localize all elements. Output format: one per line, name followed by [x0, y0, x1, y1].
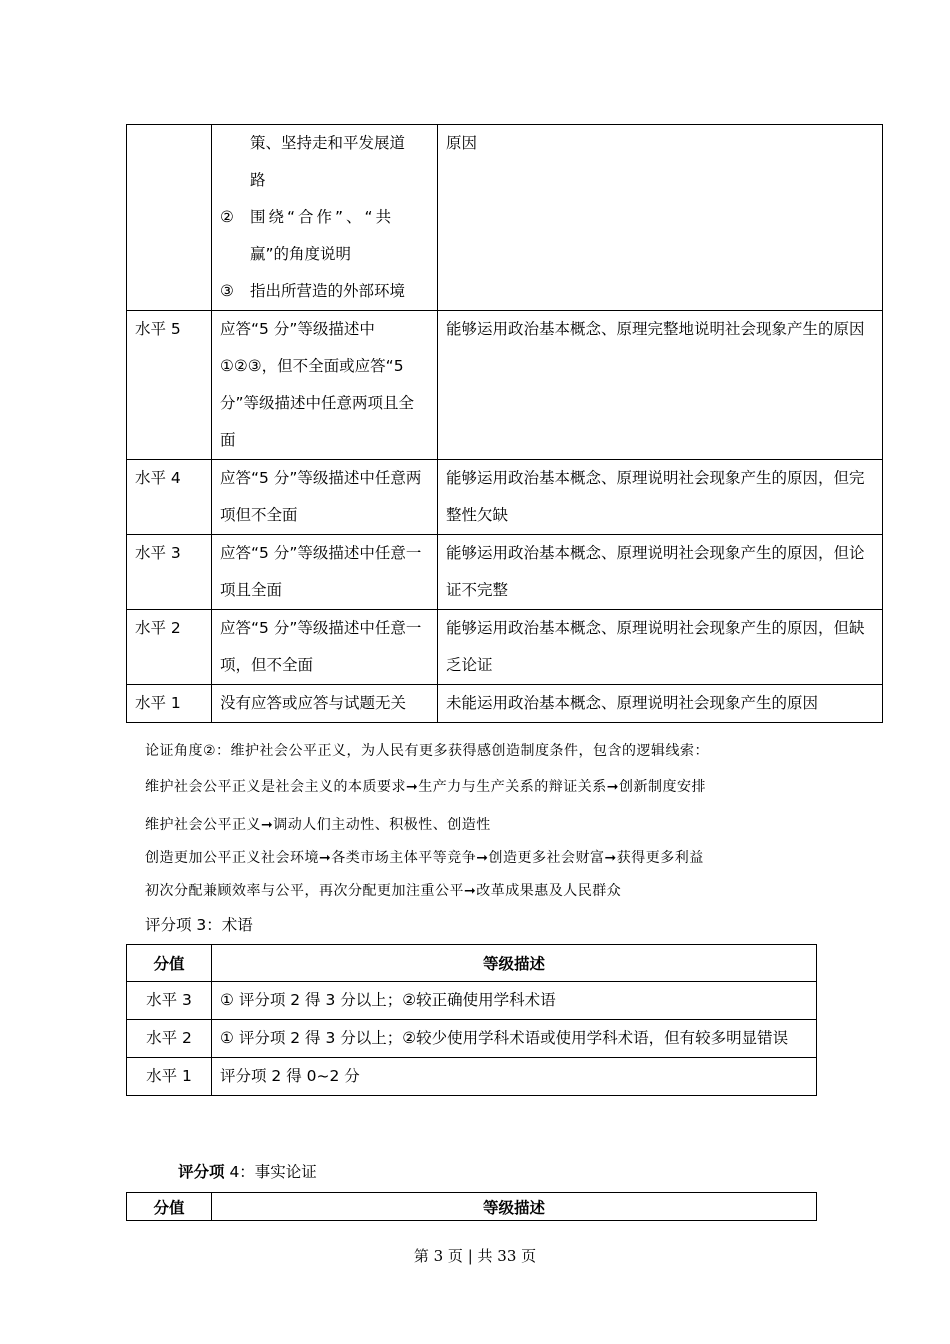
level-cell: 水平 3 [127, 982, 212, 1020]
table-row [127, 460, 883, 535]
level-cell: 水平 3 [127, 535, 212, 610]
table-row [127, 610, 883, 685]
criteria-cell: 应答“5 分”等级描述中任意一项且全面 [212, 535, 438, 610]
criteria-cell: 应答“5 分”等级描述中任意两项但不全面 [212, 460, 438, 535]
description-cell: 能够运用政治基本概念、原理说明社会现象产生的原因，但缺乏论证 [438, 610, 883, 685]
rubric-table-3 [126, 944, 817, 1096]
list-item-text: 围绕“合作”、“共 [250, 208, 395, 226]
level-cell: 水平 2 [127, 610, 212, 685]
column-header: 等级描述 [212, 1193, 817, 1221]
list-item [220, 273, 429, 310]
column-header: 分值 [127, 945, 212, 982]
criteria-cell [212, 125, 438, 311]
table-row [127, 685, 883, 723]
list-item-text: 赢”的角度说明 [250, 245, 352, 263]
list-item-text: 路 [250, 171, 266, 189]
description-cell: 能够运用政治基本概念、原理完整地说明社会现象产生的原因 [438, 311, 883, 460]
argument-line: 初次分配兼顾效率与公平，再次分配更加注重公平➞改革成果惠及人民群众 [145, 883, 622, 899]
table-row [127, 1058, 817, 1096]
description-cell: 原因 [438, 125, 883, 311]
argument-line: 维护社会公平正义➞调动人们主动性、积极性、创造性 [145, 817, 491, 833]
description-cell: ① 评分项 2 得 3 分以上；②较少使用学科术语或使用学科术语，但有较多明显错误 [212, 1020, 817, 1058]
description-cell: 能够运用政治基本概念、原理说明社会现象产生的原因，但论证不完整 [438, 535, 883, 610]
column-header: 等级描述 [212, 945, 817, 982]
description-cell: 评分项 2 得 0~2 分 [212, 1058, 817, 1096]
argument-line: 创造更加公平正义社会环境➞各类市场主体平等竞争➞创造更多社会财富➞获得更多利益 [145, 850, 704, 866]
level-cell: 水平 2 [127, 1020, 212, 1058]
description-cell: ① 评分项 2 得 3 分以上；②较正确使用学科术语 [212, 982, 817, 1020]
list-item-text: 策、坚持走和平发展道 [250, 134, 406, 152]
level-cell: 水平 4 [127, 460, 212, 535]
argument-line: 维护社会公平正义是社会主义的本质要求➞生产力与生产关系的辩证关系➞创新制度安排 [145, 779, 706, 795]
level-cell [127, 125, 212, 311]
rubric-table-4 [126, 1192, 817, 1221]
column-header: 分值 [127, 1193, 212, 1221]
section-title-bold: 评分项 [178, 1163, 225, 1181]
table-row [127, 311, 883, 460]
description-cell: 未能运用政治基本概念、原理说明社会现象产生的原因 [438, 685, 883, 723]
rubric-table-2 [126, 124, 883, 723]
table-row [127, 1020, 817, 1058]
table-row [127, 982, 817, 1020]
level-cell: 水平 1 [127, 685, 212, 723]
list-number: ② [220, 208, 234, 226]
table-row [127, 125, 883, 311]
list-number: ③ [220, 282, 234, 300]
criteria-cell: 没有应答或应答与试题无关 [212, 685, 438, 723]
section-title [178, 1160, 317, 1182]
criteria-cell: 应答“5 分”等级描述中①②③，但不全面或应答“5 分”等级描述中任意两项且全面 [212, 311, 438, 460]
section-title: 评分项 3：术语 [145, 916, 253, 934]
criteria-cell: 应答“5 分”等级描述中任意一项，但不全面 [212, 610, 438, 685]
section-title-rest: 4：事实论证 [224, 1163, 317, 1181]
level-cell: 水平 1 [127, 1058, 212, 1096]
argument-line: 论证角度②：维护社会公平正义，为人民有更多获得感创造制度条件，包含的逻辑线索： [145, 743, 710, 759]
list-item-text: 指出所营造的外部环境 [250, 282, 406, 300]
table-row [127, 535, 883, 610]
level-cell: 水平 5 [127, 311, 212, 460]
table-header-row [127, 1193, 817, 1221]
table-header-row [127, 945, 817, 982]
list-item [220, 199, 429, 236]
description-cell: 能够运用政治基本概念、原理说明社会现象产生的原因，但完整性欠缺 [438, 460, 883, 535]
page-footer: 第 3 页 | 共 33 页 [413, 1247, 537, 1265]
